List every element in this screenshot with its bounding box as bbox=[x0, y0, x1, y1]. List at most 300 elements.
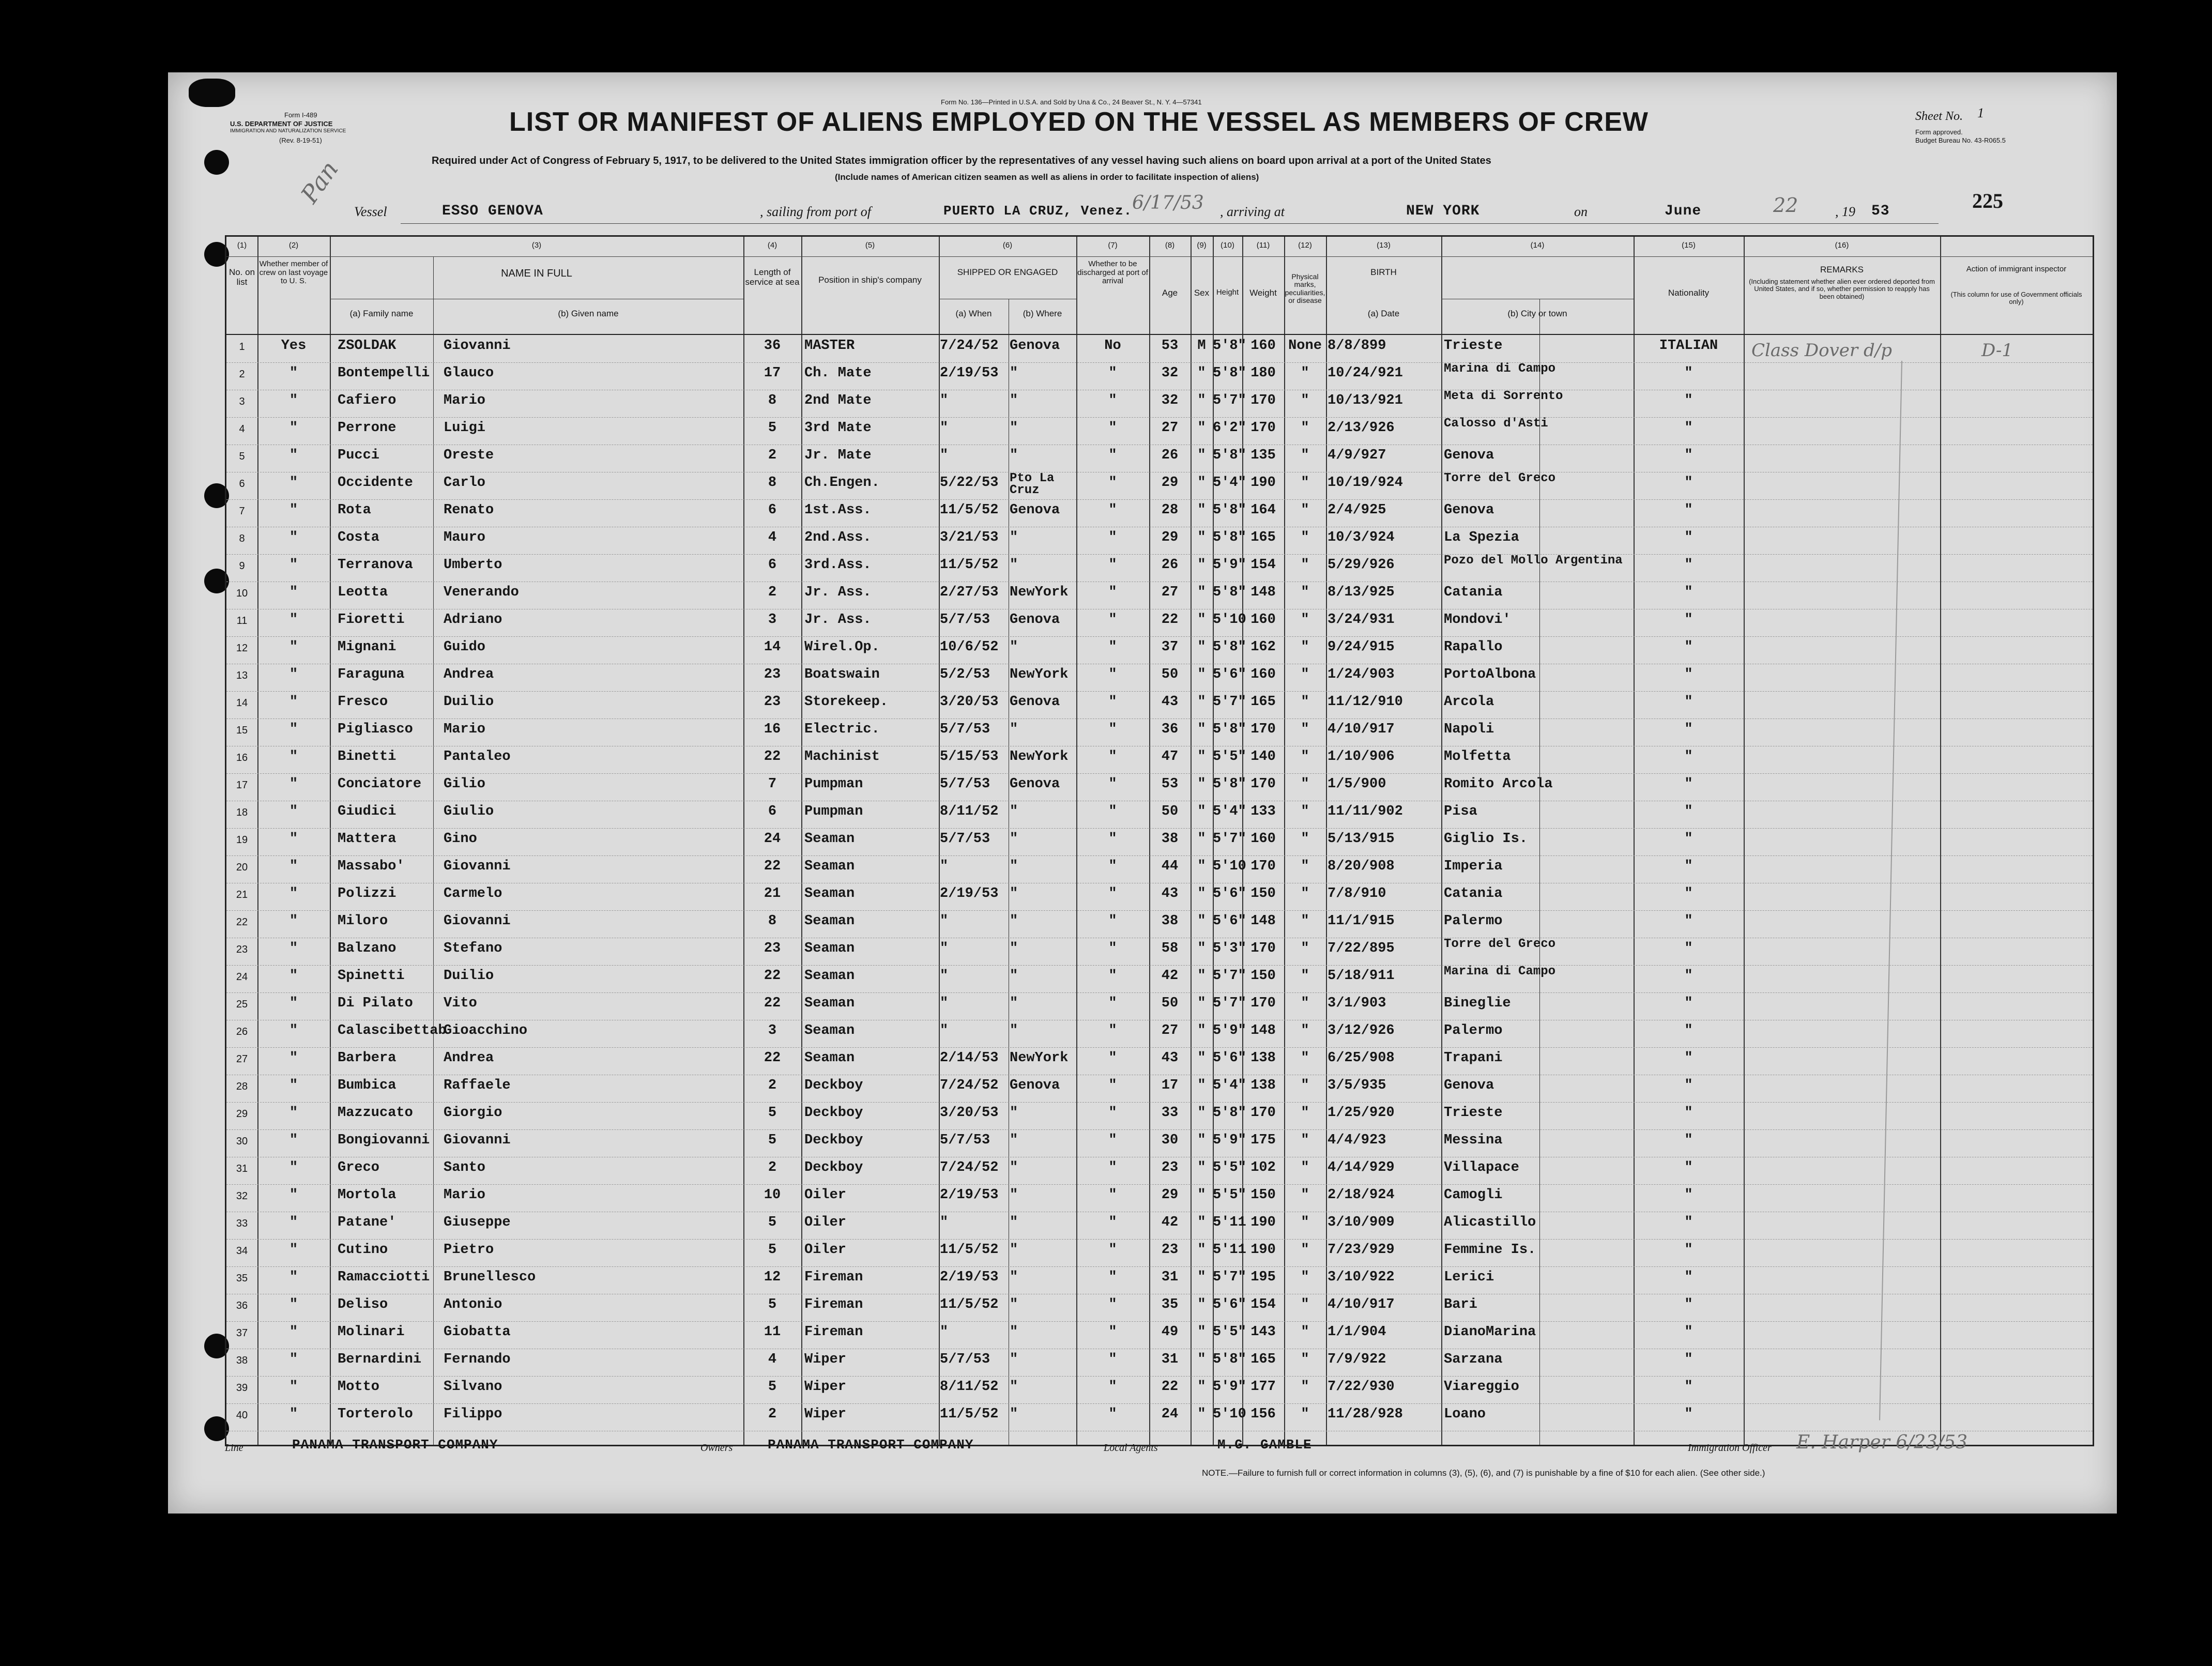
cell-marks: " bbox=[1301, 886, 1309, 901]
cell-when: 7/24/52 bbox=[940, 338, 999, 354]
cell-crew: " bbox=[289, 1407, 298, 1422]
row-number: 38 bbox=[236, 1355, 248, 1366]
cell-position: Machinist bbox=[804, 749, 880, 765]
cell-nat: " bbox=[1684, 941, 1693, 956]
cell-where: " bbox=[1010, 1297, 1018, 1312]
footer bbox=[225, 1432, 2091, 1463]
cell-age: 23 bbox=[1161, 1160, 1179, 1175]
cell-age: 38 bbox=[1161, 831, 1179, 847]
cell-age: 32 bbox=[1161, 365, 1179, 381]
cell-height: 5'9" bbox=[1213, 557, 1246, 573]
cell-marks: " bbox=[1301, 612, 1309, 628]
col-num-7: (7) bbox=[1108, 241, 1118, 250]
cell-where: " bbox=[1010, 448, 1018, 463]
cell-family: Bontempelli bbox=[338, 365, 430, 381]
table-row bbox=[226, 1020, 2093, 1047]
cell-sex: " bbox=[1197, 749, 1206, 765]
table-row bbox=[226, 390, 2093, 417]
cell-age: 22 bbox=[1161, 1379, 1179, 1395]
cell-marks: " bbox=[1301, 1078, 1309, 1093]
cell-height: 5'6" bbox=[1213, 886, 1246, 901]
cell-discharged: " bbox=[1108, 941, 1117, 956]
cell-discharged: " bbox=[1108, 913, 1117, 929]
cell-given: Carlo bbox=[444, 475, 486, 491]
cell-weight: 170 bbox=[1250, 722, 1276, 737]
crew-rows bbox=[226, 335, 2093, 1445]
cell-bdate: 1/1/904 bbox=[1328, 1324, 1386, 1340]
table-row bbox=[226, 1403, 2093, 1431]
cell-crew: " bbox=[289, 585, 298, 600]
row-number: 10 bbox=[236, 588, 248, 599]
cell-city: PortoAlbona bbox=[1444, 667, 1536, 682]
cell-discharged: " bbox=[1108, 1297, 1117, 1312]
table-row bbox=[226, 883, 2093, 910]
cell-marks: " bbox=[1301, 996, 1309, 1011]
cell-sex: " bbox=[1197, 996, 1206, 1011]
cell-weight: 160 bbox=[1250, 612, 1276, 628]
cell-sex: " bbox=[1197, 1050, 1206, 1066]
cell-service: 22 bbox=[764, 968, 781, 984]
form-approved: Form approved. bbox=[1915, 128, 1963, 136]
cell-crew: " bbox=[289, 1105, 298, 1121]
table-row bbox=[226, 1075, 2093, 1102]
vessel-label: Vessel bbox=[354, 204, 387, 219]
cell-service: 11 bbox=[764, 1324, 781, 1340]
cell-nat: " bbox=[1684, 804, 1693, 819]
cell-city: Bari bbox=[1444, 1297, 1477, 1312]
cell-where: " bbox=[1010, 365, 1018, 381]
row-number: 19 bbox=[236, 834, 248, 846]
row-number: 27 bbox=[236, 1053, 248, 1065]
cell-marks: " bbox=[1301, 1242, 1309, 1258]
cell-discharged: " bbox=[1108, 859, 1117, 874]
cell-discharged: " bbox=[1108, 1242, 1117, 1258]
cell-sex: " bbox=[1197, 557, 1206, 573]
cell-city: Torre del Greco bbox=[1444, 937, 1556, 951]
cell-marks: " bbox=[1301, 1324, 1309, 1340]
cell-family: Pigliasco bbox=[338, 722, 413, 737]
cell-nat: " bbox=[1684, 1379, 1693, 1395]
cell-discharged: " bbox=[1108, 1407, 1117, 1422]
cell-position: 1st.Ass. bbox=[804, 502, 872, 518]
col-num-3: (3) bbox=[531, 241, 542, 250]
cell-sex: " bbox=[1197, 1133, 1206, 1148]
cell-where: Genova bbox=[1010, 612, 1060, 628]
row-number: 31 bbox=[236, 1163, 248, 1174]
cell-nat: " bbox=[1684, 1133, 1693, 1148]
cell-where: Genova bbox=[1010, 776, 1060, 792]
cell-nat: " bbox=[1684, 557, 1693, 573]
row-number: 9 bbox=[239, 560, 245, 572]
cell-nat: " bbox=[1684, 1160, 1693, 1175]
row-number: 14 bbox=[236, 697, 248, 709]
cell-given: Duilio bbox=[444, 694, 494, 710]
page-subtitle-2: (Include names of American citizen seamen as well as aliens in order to facilitate inspection of aliens) bbox=[835, 172, 1259, 182]
row-number: 17 bbox=[236, 779, 248, 791]
cell-age: 29 bbox=[1161, 475, 1179, 491]
cell-sex: " bbox=[1197, 886, 1206, 901]
cell-sex: " bbox=[1197, 585, 1206, 600]
row-number: 26 bbox=[236, 1026, 248, 1037]
row-number: 37 bbox=[236, 1327, 248, 1339]
cell-height: 5'9" bbox=[1213, 1379, 1246, 1395]
cell-nat: " bbox=[1684, 996, 1693, 1011]
cell-given: Raffaele bbox=[444, 1078, 511, 1093]
cell-age: 29 bbox=[1161, 1187, 1179, 1203]
cell-sex: " bbox=[1197, 393, 1206, 408]
cell-city: Imperia bbox=[1444, 859, 1503, 874]
cell-given: Andrea bbox=[444, 1050, 494, 1066]
cell-height: 5'4" bbox=[1213, 804, 1246, 819]
cell-age: 26 bbox=[1161, 557, 1179, 573]
header-nationality: Nationality bbox=[1668, 288, 1710, 298]
cell-given: Mario bbox=[444, 1187, 486, 1203]
cell-where: " bbox=[1010, 831, 1018, 847]
cell-bdate: 11/28/928 bbox=[1328, 1407, 1403, 1422]
cell-sex: " bbox=[1197, 365, 1206, 381]
cell-nat: " bbox=[1684, 1187, 1693, 1203]
table-row bbox=[226, 992, 2093, 1020]
header-given-name: (b) Given name bbox=[558, 309, 619, 318]
row-number: 39 bbox=[236, 1382, 248, 1394]
cell-nat: " bbox=[1684, 667, 1693, 682]
cell-age: 22 bbox=[1161, 612, 1179, 628]
table-row bbox=[226, 773, 2093, 801]
cell-sex: " bbox=[1197, 1242, 1206, 1258]
cell-city: Palermo bbox=[1444, 913, 1503, 929]
cell-family: Binetti bbox=[338, 749, 396, 765]
cell-where: NewYork bbox=[1010, 585, 1069, 600]
cell-weight: 165 bbox=[1250, 1352, 1276, 1367]
cell-height: 5'8" bbox=[1213, 585, 1246, 600]
table-row bbox=[226, 801, 2093, 828]
cell-sex: " bbox=[1197, 1297, 1206, 1312]
cell-age: 50 bbox=[1161, 667, 1179, 682]
header-when: (a) When bbox=[955, 309, 992, 318]
cell-crew: " bbox=[289, 1133, 298, 1148]
cell-city: Viareggio bbox=[1444, 1379, 1519, 1395]
cell-city: Mondovi' bbox=[1444, 612, 1511, 628]
cell-when: 8/11/52 bbox=[940, 1379, 999, 1395]
cell-service: 36 bbox=[764, 338, 781, 354]
cell-when: 11/5/52 bbox=[940, 1407, 999, 1422]
table-row bbox=[226, 445, 2093, 472]
header-sex: Sex bbox=[1194, 288, 1210, 298]
cell-when: " bbox=[940, 1324, 949, 1340]
cell-position: Seaman bbox=[804, 886, 855, 901]
cell-discharged: " bbox=[1108, 420, 1117, 436]
cell-sex: " bbox=[1197, 1078, 1206, 1093]
table-row bbox=[226, 472, 2093, 499]
cell-discharged: " bbox=[1108, 502, 1117, 518]
cell-discharged: " bbox=[1108, 968, 1117, 984]
cell-bdate: 11/1/915 bbox=[1328, 913, 1395, 929]
cell-height: 5'6" bbox=[1213, 667, 1246, 682]
cell-given: Pietro bbox=[444, 1242, 494, 1258]
cell-weight: 148 bbox=[1250, 1023, 1276, 1038]
cell-sex: " bbox=[1197, 502, 1206, 518]
cell-nat: " bbox=[1684, 831, 1693, 847]
cell-family: Ramacciotti bbox=[338, 1270, 430, 1285]
cell-crew: " bbox=[289, 502, 298, 518]
cell-where: " bbox=[1010, 1187, 1018, 1203]
cell-discharged: " bbox=[1108, 1379, 1117, 1395]
cell-discharged: " bbox=[1108, 886, 1117, 901]
cell-when: 11/5/52 bbox=[940, 1242, 999, 1258]
cell-weight: 150 bbox=[1250, 968, 1276, 984]
cell-crew: " bbox=[289, 557, 298, 573]
cell-given: Luigi bbox=[444, 420, 486, 436]
sheet-label: Sheet No. bbox=[1915, 110, 1963, 123]
col-num-11: (11) bbox=[1256, 241, 1270, 250]
cell-marks: " bbox=[1301, 639, 1309, 655]
cell-given: Pantaleo bbox=[444, 749, 511, 765]
cell-marks: " bbox=[1301, 1133, 1309, 1148]
cell-position: Deckboy bbox=[804, 1133, 863, 1148]
cell-service: 2 bbox=[768, 448, 777, 463]
cell-crew: " bbox=[289, 1187, 298, 1203]
col-num-14: (14) bbox=[1530, 241, 1545, 250]
cell-when: 11/5/52 bbox=[940, 502, 999, 518]
cell-where: Genova bbox=[1010, 338, 1060, 354]
header-birth: BIRTH bbox=[1370, 267, 1397, 277]
cell-given: Giorgio bbox=[444, 1105, 502, 1121]
cell-sex: " bbox=[1197, 913, 1206, 929]
table-row bbox=[226, 1266, 2093, 1294]
cell-when: 5/7/53 bbox=[940, 1133, 990, 1148]
cell-city: Sarzana bbox=[1444, 1352, 1503, 1367]
cell-given: Guido bbox=[444, 639, 486, 655]
cell-service: 2 bbox=[768, 1407, 777, 1422]
cell-nat: " bbox=[1684, 1050, 1693, 1066]
cell-discharged: " bbox=[1108, 557, 1117, 573]
row-number: 23 bbox=[236, 944, 248, 955]
cell-marks: " bbox=[1301, 1105, 1309, 1121]
cell-height: 5'7" bbox=[1213, 393, 1246, 408]
cell-city: Arcola bbox=[1444, 694, 1494, 710]
cell-city: Villapace bbox=[1444, 1160, 1519, 1175]
row-number: 11 bbox=[236, 615, 248, 626]
cell-crew: " bbox=[289, 1270, 298, 1285]
cell-crew: " bbox=[289, 612, 298, 628]
cell-family: Rota bbox=[338, 502, 371, 518]
cell-given: Giovanni bbox=[444, 338, 511, 354]
cell-service: 8 bbox=[768, 913, 777, 929]
cell-marks: " bbox=[1301, 420, 1309, 436]
cell-marks: " bbox=[1301, 1352, 1309, 1367]
cell-age: 49 bbox=[1161, 1324, 1179, 1340]
line-label: Line bbox=[225, 1442, 243, 1454]
cell-height: 5'8" bbox=[1213, 1105, 1246, 1121]
cell-sex: " bbox=[1197, 475, 1206, 491]
cell-discharged: " bbox=[1108, 831, 1117, 847]
header-length-of-service: Length of service at sea bbox=[745, 267, 800, 287]
cell-city: Trapani bbox=[1444, 1050, 1503, 1066]
cell-where: " bbox=[1010, 968, 1018, 984]
cell-marks: " bbox=[1301, 475, 1309, 491]
cell-family: Mortola bbox=[338, 1187, 396, 1203]
row-number: 15 bbox=[236, 725, 248, 736]
cell-service: 5 bbox=[768, 1379, 777, 1395]
cell-age: 27 bbox=[1161, 1023, 1179, 1038]
cell-age: 58 bbox=[1161, 941, 1179, 956]
cell-family: Bumbica bbox=[338, 1078, 396, 1093]
cell-given: Silvano bbox=[444, 1379, 502, 1395]
cell-position: Jr. Mate bbox=[804, 448, 872, 463]
form-number: Form I-489 bbox=[284, 111, 317, 119]
table-row bbox=[226, 609, 2093, 636]
cell-when: " bbox=[940, 913, 949, 929]
cell-service: 23 bbox=[764, 694, 781, 710]
cell-given: Renato bbox=[444, 502, 494, 518]
cell-marks: " bbox=[1301, 941, 1309, 956]
cell-bdate: 10/19/924 bbox=[1328, 475, 1403, 491]
cell-when: 2/19/53 bbox=[940, 1187, 999, 1203]
cell-sex: " bbox=[1197, 1160, 1206, 1175]
cell-family: Conciatore bbox=[338, 776, 422, 792]
col-num-6: (6) bbox=[1002, 241, 1013, 250]
cell-family: Mazzucato bbox=[338, 1105, 413, 1121]
header-age: Age bbox=[1162, 288, 1178, 298]
cell-age: 31 bbox=[1161, 1352, 1179, 1367]
cell-where: " bbox=[1010, 913, 1018, 929]
cell-marks: " bbox=[1301, 859, 1309, 874]
cell-nat: " bbox=[1684, 1352, 1693, 1367]
cell-city: La Spezia bbox=[1444, 530, 1519, 545]
cell-given: Mario bbox=[444, 722, 486, 737]
cell-weight: 135 bbox=[1250, 448, 1276, 463]
budget-bureau: Budget Bureau No. 43-R065.5 bbox=[1915, 136, 2006, 144]
cell-sex: " bbox=[1197, 1270, 1206, 1285]
cell-service: 3 bbox=[768, 1023, 777, 1038]
cell-given: Santo bbox=[444, 1160, 486, 1175]
row-number: 13 bbox=[236, 670, 248, 681]
cell-position: Fireman bbox=[804, 1324, 863, 1340]
vessel-name: ESSO GENOVA bbox=[442, 203, 543, 219]
cell-discharged: " bbox=[1108, 393, 1117, 408]
cell-crew: " bbox=[289, 1050, 298, 1066]
cell-marks: " bbox=[1301, 1160, 1309, 1175]
cell-city: Molfetta bbox=[1444, 749, 1511, 765]
cell-given: Giulio bbox=[444, 804, 494, 819]
cell-city: Trieste bbox=[1444, 338, 1503, 354]
cell-service: 17 bbox=[764, 365, 781, 381]
header-where: (b) Where bbox=[1023, 309, 1062, 318]
cell-family: Barbera bbox=[338, 1050, 396, 1066]
cell-where: NewYork bbox=[1010, 749, 1069, 765]
cell-family: Massabo' bbox=[338, 859, 405, 874]
cell-nat: " bbox=[1684, 639, 1693, 655]
col-num-8: (8) bbox=[1165, 241, 1175, 250]
cell-age: 29 bbox=[1161, 530, 1179, 545]
cell-when: 5/7/53 bbox=[940, 776, 990, 792]
cell-discharged: " bbox=[1108, 612, 1117, 628]
cell-sex: " bbox=[1197, 831, 1206, 847]
cell-crew: " bbox=[289, 639, 298, 655]
col-num-9: (9) bbox=[1197, 241, 1207, 250]
table-row bbox=[226, 582, 2093, 609]
cell-family: Fioretti bbox=[338, 612, 405, 628]
cell-marks: " bbox=[1301, 502, 1309, 518]
cell-weight: 165 bbox=[1250, 694, 1276, 710]
cell-bdate: 8/8/899 bbox=[1328, 338, 1386, 354]
row-number: 33 bbox=[236, 1218, 248, 1229]
cell-sex: " bbox=[1197, 1023, 1206, 1038]
cell-weight: 177 bbox=[1250, 1379, 1276, 1395]
cell-nat: " bbox=[1684, 612, 1693, 628]
cell-nat: " bbox=[1684, 1105, 1693, 1121]
cell-service: 24 bbox=[764, 831, 781, 847]
cell-nat: " bbox=[1684, 475, 1693, 491]
cell-service: 22 bbox=[764, 996, 781, 1011]
agents-value: M.G. GAMBLE bbox=[1217, 1437, 1312, 1453]
cell-crew: " bbox=[289, 1352, 298, 1367]
header-height: Height bbox=[1216, 288, 1239, 297]
cell-city: Romito Arcola bbox=[1444, 776, 1553, 792]
cell-position: Oiler bbox=[804, 1215, 847, 1230]
cell-marks: " bbox=[1301, 1023, 1309, 1038]
cell-weight: 138 bbox=[1250, 1050, 1276, 1066]
cell-position: Seaman bbox=[804, 968, 855, 984]
cell-when: 3/20/53 bbox=[940, 694, 999, 710]
cell-family: Costa bbox=[338, 530, 380, 545]
row-number: 28 bbox=[236, 1081, 248, 1092]
cell-age: 43 bbox=[1161, 886, 1179, 901]
cell-family: Balzano bbox=[338, 941, 396, 956]
cell-weight: 170 bbox=[1250, 393, 1276, 408]
cell-when: " bbox=[940, 1023, 949, 1038]
cell-when: " bbox=[940, 859, 949, 874]
cell-marks: " bbox=[1301, 1050, 1309, 1066]
cell-service: 5 bbox=[768, 420, 777, 436]
agents-label: Local Agents bbox=[1104, 1442, 1158, 1454]
cell-city: Palermo bbox=[1444, 1023, 1503, 1038]
row-number: 40 bbox=[236, 1410, 248, 1421]
row-number: 8 bbox=[239, 533, 245, 544]
cell-height: 5'5" bbox=[1213, 749, 1246, 765]
table-row bbox=[226, 1129, 2093, 1157]
col-num-12: (12) bbox=[1298, 241, 1312, 250]
cell-crew: " bbox=[289, 420, 298, 436]
cell-where: Genova bbox=[1010, 694, 1060, 710]
cell-nat: " bbox=[1684, 1407, 1693, 1422]
cell-marks: " bbox=[1301, 1297, 1309, 1312]
row-number: 5 bbox=[239, 451, 245, 462]
cell-discharged: No bbox=[1104, 338, 1121, 354]
officer-signature: E. Harper 6/23/53 bbox=[1796, 1432, 1968, 1453]
cell-height: 5'8" bbox=[1213, 639, 1246, 655]
cell-height: 5'5" bbox=[1213, 1160, 1246, 1175]
cell-crew: " bbox=[289, 968, 298, 984]
cell-bdate: 2/13/926 bbox=[1328, 420, 1395, 436]
cell-city: Camogli bbox=[1444, 1187, 1503, 1203]
punch-hole bbox=[189, 79, 235, 107]
cell-given: Umberto bbox=[444, 557, 502, 573]
cell-city: Giglio Is. bbox=[1444, 831, 1528, 847]
cell-height: 5'8" bbox=[1213, 502, 1246, 518]
cell-crew: " bbox=[289, 1324, 298, 1340]
cell-discharged: " bbox=[1108, 639, 1117, 655]
cell-nat: " bbox=[1684, 1324, 1693, 1340]
cell-height: 5'6" bbox=[1213, 1297, 1246, 1312]
cell-sex: " bbox=[1197, 612, 1206, 628]
table-row bbox=[226, 746, 2093, 773]
cell-nat: " bbox=[1684, 694, 1693, 710]
cell-when: " bbox=[940, 968, 949, 984]
cell-family: Occidente bbox=[338, 475, 413, 491]
cell-service: 5 bbox=[768, 1133, 777, 1148]
cell-where: Genova bbox=[1010, 502, 1060, 518]
